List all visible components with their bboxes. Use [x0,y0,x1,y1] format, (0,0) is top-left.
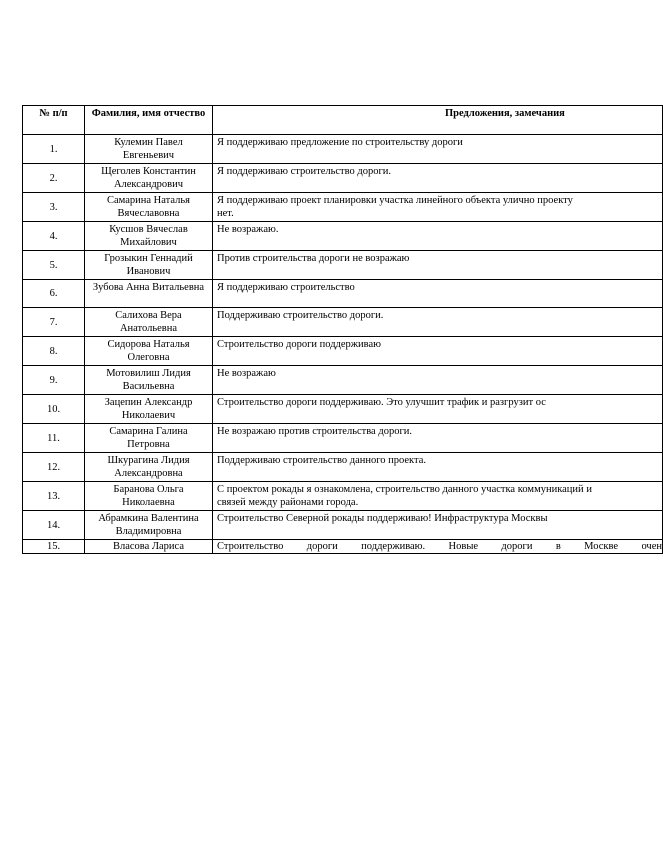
row-proposal: Не возражаю [213,366,663,395]
row-name: Самарина Наталья Вячеславовна [85,193,213,222]
table-row [23,280,663,308]
row-number: 6. [23,280,85,308]
table-row [23,251,663,280]
table-row [23,424,663,453]
row-name: Грозыкин Геннадий Иванович [85,251,213,280]
row-name: Щеголев Константин Александрович [85,164,213,193]
row-proposal: Не возражаю против строительства дороги. [213,424,663,453]
header-row [23,106,663,135]
row-proposal: Я поддерживаю строительство [213,280,663,308]
row-name: Мотовилиш Лидия Васильевна [85,366,213,395]
table-row [23,511,663,540]
row-number: 4. [23,222,85,251]
comments-table [22,105,663,554]
row-proposal: Поддерживаю строительство дороги. [213,308,663,337]
row-proposal: Я поддерживаю предложение по строительству дороги [213,135,663,164]
table-body [23,135,663,554]
row-name: Шкурагина Лидия Александровна [85,453,213,482]
row-number: 2. [23,164,85,193]
row-number: 11. [23,424,85,453]
row-name: Абрамкина Валентина Владимировна [85,511,213,540]
table-row [23,164,663,193]
row-name: Самарина Галина Петровна [85,424,213,453]
row-proposal: Строительство Северной рокады поддерживаю! Инфраструктура Москвы [213,511,663,540]
table-row [23,540,663,554]
row-number: 7. [23,308,85,337]
row-name: Баранова Ольга Николаевна [85,482,213,511]
row-name: Зубова Анна Витальевна [85,280,213,308]
row-number: 9. [23,366,85,395]
table-row [23,222,663,251]
row-proposal: Поддерживаю строительство данного проекта. [213,453,663,482]
row-proposal: Строительство дороги поддерживаю [213,337,663,366]
row-number: 1. [23,135,85,164]
table-row [23,366,663,395]
header-proposal: Предложения, замечания [213,106,663,135]
row-name: Власова Лариса [85,540,213,554]
row-number: 3. [23,193,85,222]
row-proposal: Не возражаю. [213,222,663,251]
table-row [23,193,663,222]
row-proposal: Я поддерживаю проект планировки участка линейного объекта улично проекту нет. [213,193,663,222]
row-name: Кусшов Вячеслав Михайлович [85,222,213,251]
table-row [23,337,663,366]
header-num: № п/п [23,106,85,135]
table-header [23,106,663,135]
row-number: 14. [23,511,85,540]
row-proposal: С проектом рокады я ознакомлена, строительство данного участка коммуникаций и связей между районами города. [213,482,663,511]
row-proposal: Строительство дороги поддерживаю. Новые дороги в Москве очен [213,540,663,554]
table-row [23,453,663,482]
row-number: 12. [23,453,85,482]
row-name: Зацепин Александр Николаевич [85,395,213,424]
header-name: Фамилия, имя отчество [85,106,213,135]
table-row [23,395,663,424]
table-row [23,135,663,164]
row-proposal: Строительство дороги поддерживаю. Это улучшит трафик и разгрузит ос [213,395,663,424]
row-number: 8. [23,337,85,366]
row-number: 10. [23,395,85,424]
row-name: Кулемин Павел Евгеньевич [85,135,213,164]
table-row [23,482,663,511]
row-proposal: Против строительства дороги не возражаю [213,251,663,280]
row-number: 15. [23,540,85,554]
row-name: Салихова Вера Анатольевна [85,308,213,337]
row-number: 5. [23,251,85,280]
row-proposal: Я поддерживаю строительство дороги. [213,164,663,193]
table-row [23,308,663,337]
row-number: 13. [23,482,85,511]
row-name: Сидорова Наталья Олеговна [85,337,213,366]
